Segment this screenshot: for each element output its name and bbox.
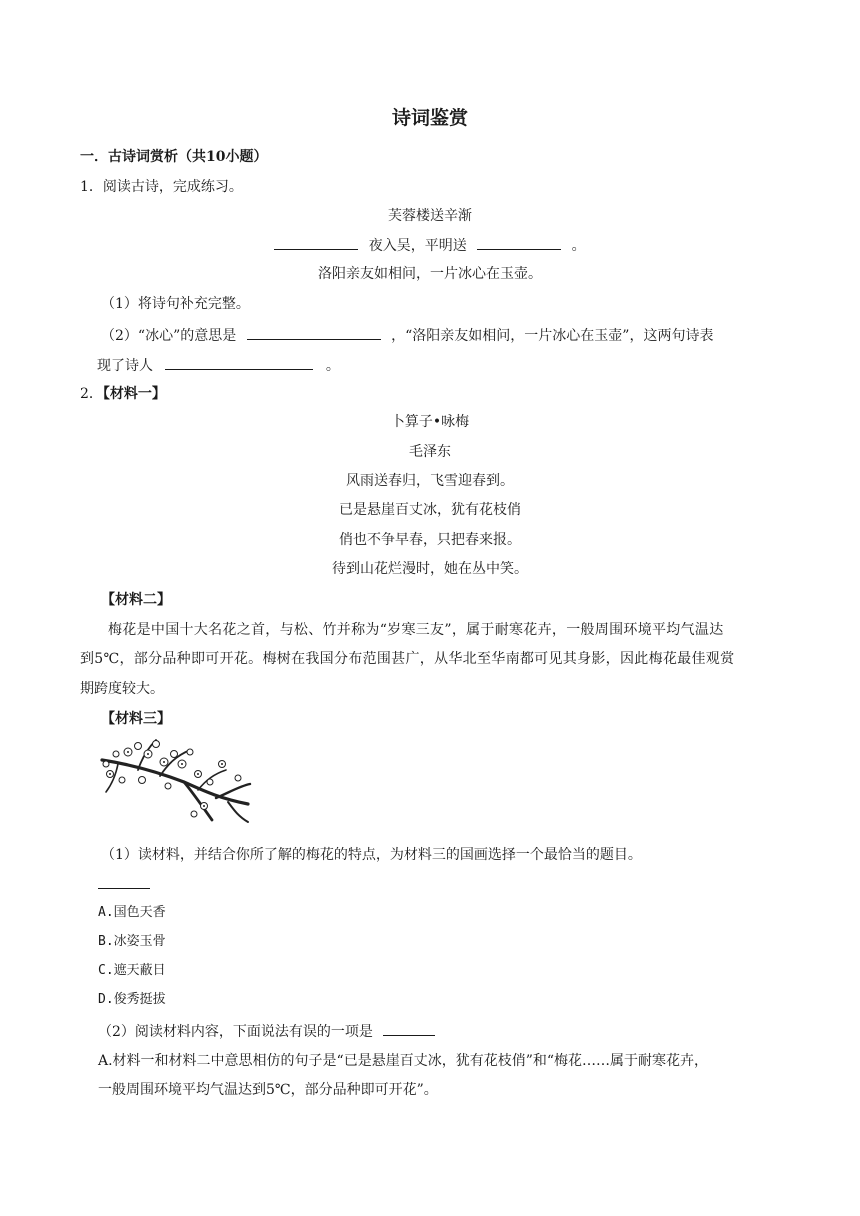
answer-blank[interactable] (98, 874, 150, 889)
q2-header (80, 384, 166, 404)
q1-sub2 (101, 325, 713, 346)
q1-poem-line2 (0, 235, 860, 256)
q1-sub2-d: 。 (325, 358, 340, 374)
q2-sub2-option-a-cont: 一般周围环境平均气温达到5℃，部分品种即可开花”。 (98, 1082, 438, 1098)
plum-blossom-painting (98, 734, 254, 826)
q1-sub2-b: ，“洛阳亲友如相问，一片冰心在玉壶”，这两句诗表 (391, 328, 714, 344)
q1-sub2-a: （2）“冰心”的意思是 (101, 328, 237, 344)
q2-sub2-text: （2）阅读材料内容，下面说法有误的一项是 (98, 1024, 373, 1040)
option-a[interactable]: A.国色天香 (98, 905, 166, 920)
material-two-text: 到5℃，部分品种即可开花。梅树在我国分布范围甚广，从华北至华南都可见其身影，因此梅花最佳观赏 (80, 651, 735, 667)
answer-blank[interactable] (383, 1021, 435, 1036)
answer-blank[interactable] (274, 235, 358, 250)
q2-sub2 (98, 1021, 435, 1042)
material-three-label: 【材料三】 (101, 711, 171, 727)
option-b[interactable]: B.冰姿玉骨 (98, 934, 166, 949)
q1-sub2-c: 现了诗人 (97, 358, 153, 374)
answer-blank[interactable] (165, 355, 313, 370)
q1-stem: 1．阅读古诗，完成练习。 (80, 179, 243, 195)
material-two-label: 【材料二】 (101, 592, 171, 608)
q1-line2-end: 。 (571, 238, 586, 254)
q1-poem-line3: 洛阳亲友如相问，一片冰心在玉壶。 (318, 266, 542, 282)
q1-line2-mid: 夜入吴，平明送 (368, 238, 467, 254)
q2-poem-line: 俏也不争早春，只把春来报。 (339, 532, 521, 548)
q2-poem-title: 卜算子•咏梅 (390, 414, 470, 430)
material-two-text: 梅花是中国十大名花之首，与松、竹并称为“岁寒三友”，属于耐寒花卉，一般周围环境平均气温达 (108, 622, 724, 638)
section-heading: 一．古诗词赏析（共10小题） (80, 149, 268, 165)
material-two-text: 期跨度较大。 (80, 681, 164, 697)
q2-sub1: （1）读材料，并结合你所了解的梅花的特点，为材料三的国画选择一个最恰当的题目。 (101, 847, 642, 863)
answer-blank[interactable] (477, 235, 561, 250)
option-c[interactable]: C.遮天蔽日 (98, 963, 166, 978)
page-title: 诗词鉴赏 (391, 107, 468, 129)
q1-sub2-cont (97, 355, 340, 376)
q2-poem-author: 毛泽东 (409, 444, 451, 460)
option-d[interactable]: D.俊秀挺拔 (98, 992, 166, 1007)
material-one-label: 【材料一】 (102, 386, 166, 402)
q2-poem-line: 待到山花烂漫时，她在丛中笑。 (332, 561, 528, 577)
q2-poem-line: 已是悬崖百丈冰，犹有花枝俏 (339, 502, 521, 518)
answer-blank[interactable] (247, 325, 381, 340)
q1-sub1: （1）将诗句补充完整。 (101, 296, 250, 312)
q2-number: 2． (80, 386, 103, 402)
q2-poem-line: 风雨送春归，飞雪迎春到。 (346, 473, 514, 489)
q2-sub2-option-a[interactable]: A.材料一和材料二中意思相仿的句子是“已是悬崖百丈冰，犹有花枝俏”和“梅花……属于耐寒花卉， (98, 1053, 709, 1069)
q1-poem-title: 芙蓉楼送辛渐 (388, 208, 472, 224)
